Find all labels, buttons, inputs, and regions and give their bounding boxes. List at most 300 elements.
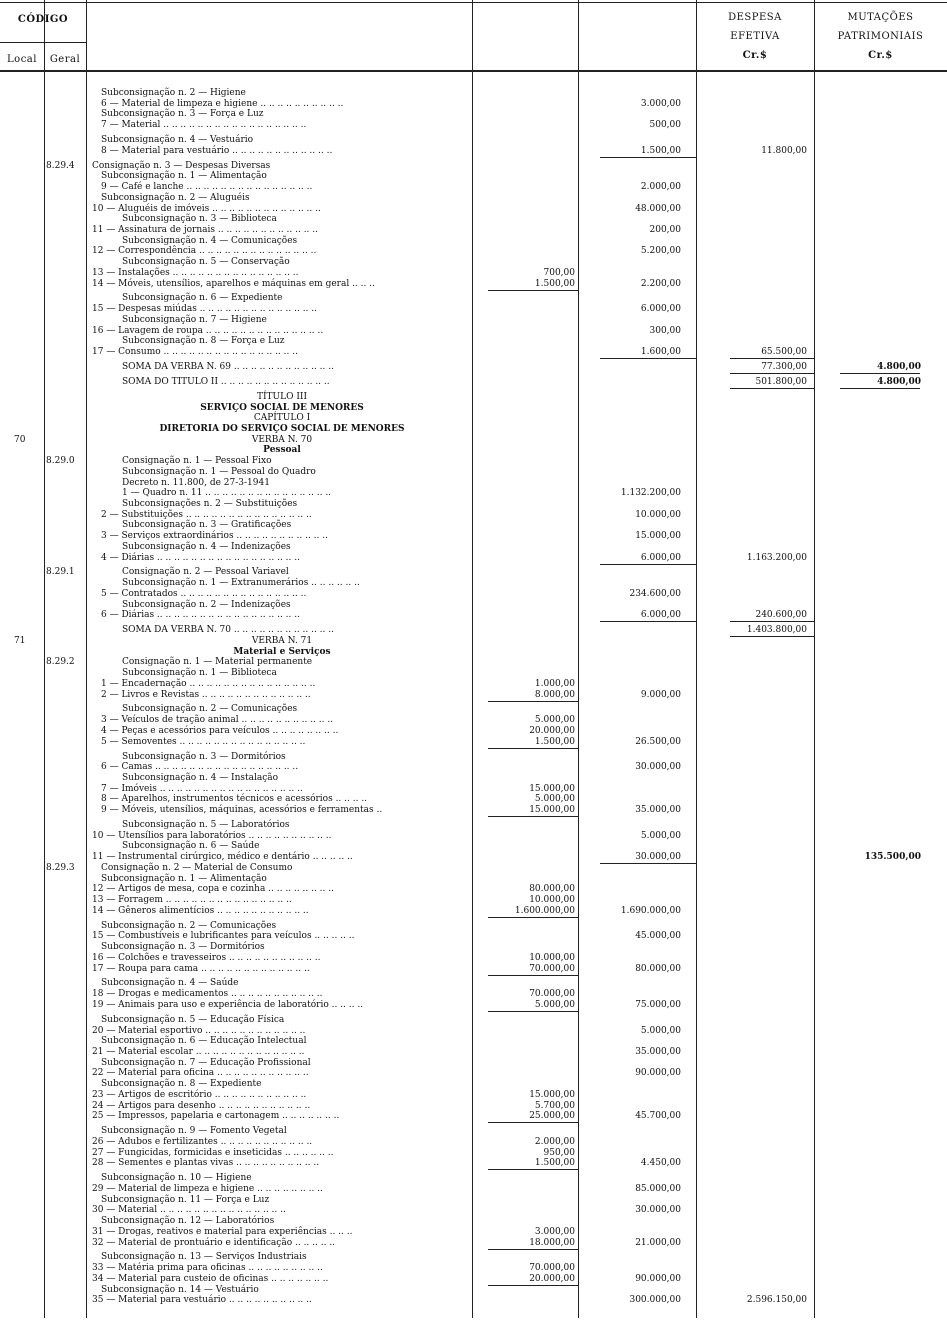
item-description: Subconsignação n. 6 — Expediente [122, 293, 283, 303]
amount-subtotal: 21.000,00 [635, 1238, 681, 1248]
header-codigo: CÓDIGO [17, 14, 69, 25]
despesa-efetiva-value: 77.300,00 [761, 362, 807, 372]
item-description: 7 — Imóveis .. .. .. .. .. .. .. .. .. .. .. .. .. .. .. .. .. [101, 784, 303, 794]
amount-subtotal: 75.000,00 [635, 1000, 681, 1010]
ledger-row [0, 225, 947, 236]
ledger-row [0, 567, 947, 578]
item-description: TÍTULO III [256, 392, 308, 402]
amount-subtotal: 10.000,00 [635, 510, 681, 520]
item-description: VERBA N. 70 [251, 435, 313, 445]
ledger-row [0, 884, 947, 895]
ledger-row [0, 1126, 947, 1137]
item-description: Subconsignação n. 1 — Alimentação [101, 171, 267, 181]
ledger-row [0, 690, 947, 701]
despesa-efetiva-value: 2.596.150,00 [746, 1295, 807, 1305]
item-description: 10 — Aluguéis de imóveis .. .. .. .. .. .. .. .. .. .. .. .. .. [92, 204, 321, 214]
amount-subtotal: 2.000,00 [640, 182, 681, 192]
despesa-efetiva-value: 240.600,00 [755, 610, 807, 620]
amount-subtotal: 300.000,00 [629, 1295, 681, 1305]
amount-subtotal: 234.600,00 [629, 589, 681, 599]
ledger-row [0, 424, 947, 435]
item-description: 23 — Artigos de escritório .. .. .. .. .. .. .. .. .. .. .. [92, 1090, 307, 1100]
ledger-row [0, 1000, 947, 1011]
item-description: Subconsignação n. 12 — Laboratórios [101, 1216, 275, 1226]
item-description: 14 — Móveis, utensílios, aparelhos e máquinas em geral .. .. .. [92, 279, 375, 289]
ledger-row [0, 1047, 947, 1058]
ledger-row [0, 931, 947, 942]
ledger-row [0, 863, 947, 874]
item-description: Material e Serviços [233, 647, 331, 657]
amount-subtotal: 26.500,00 [635, 737, 681, 747]
ledger-row [0, 392, 947, 403]
amount-detail: 2.000,00 [534, 1137, 575, 1147]
amount-detail: 20.000,00 [529, 726, 575, 736]
item-description: SOMA DA VERBA N. 70 .. .. .. .. .. .. .. .. .. .. .. .. [122, 625, 334, 635]
amount-detail: 3.000,00 [534, 1227, 575, 1237]
ledger-row [0, 895, 947, 906]
item-description: Subconsignação n. 11 — Força e Luz [101, 1195, 270, 1205]
amount-subtotal: 1.132.200,00 [620, 488, 681, 498]
header-bottom-rule [0, 70, 947, 72]
header-mutacoes-1: MUTAÇÕES [847, 12, 914, 23]
ledger-row [0, 1295, 947, 1306]
ledger-row [0, 279, 947, 290]
ledger-row [0, 852, 947, 863]
item-description: 18 — Drogas e medicamentos .. .. .. .. .. .. .. .. .. .. .. [92, 989, 323, 999]
item-description: 22 — Material para oficina .. .. .. .. .. .. .. .. .. .. .. [92, 1068, 309, 1078]
amount-detail: 700,00 [543, 268, 575, 278]
item-description: Subconsignação n. 4 — Vestuário [101, 135, 254, 145]
ledger-row [0, 726, 947, 737]
item-description: 13 — Forragem .. .. .. .. .. .. .. .. .. .. .. .. .. .. .. [92, 895, 292, 905]
item-description: Subconsignação n. 4 — Saúde [101, 978, 239, 988]
item-description: 8 — Aparelhos, instrumentos técnicos e acessórios .. .. .. .. [101, 794, 368, 804]
amount-subtotal: 35.000,00 [635, 805, 681, 815]
item-description: Subconsignação n. 1 — Extranumerários .. .. .. .. .. .. [122, 578, 360, 588]
item-description: 2 — Substituições .. .. .. .. .. .. .. .. .. .. .. .. .. .. .. [101, 510, 312, 520]
item-description: 12 — Artigos de mesa, copa e cozinha .. .. .. .. .. .. .. .. [92, 884, 334, 894]
ledger-row [0, 293, 947, 304]
item-description: 9 — Móveis, utensílios, máquinas, acessórios e ferramentas .. [101, 805, 383, 815]
amount-detail: 1.500,00 [534, 737, 575, 747]
item-description: Subconsignação n. 3 — Dormitórios [101, 942, 265, 952]
item-description: 28 — Sementes e plantas vivas .. .. .. .. .. .. .. .. .. .. [92, 1158, 320, 1168]
amount-detail: 1.000,00 [534, 679, 575, 689]
amount-detail: 18.000,00 [529, 1238, 575, 1248]
item-description: Subconsignação n. 7 — Educação Profissional [101, 1058, 311, 1068]
ledger-row [0, 794, 947, 805]
amount-detail: 15.000,00 [529, 805, 575, 815]
header-despesa-unit: Cr.$ [742, 50, 768, 61]
item-description: Subconsignação n. 6 — Educação Intelectual [101, 1036, 307, 1046]
item-description: Consignação n. 2 — Material de Consumo [101, 863, 293, 873]
ledger-row [0, 377, 947, 388]
ledger-row [0, 1015, 947, 1026]
item-description: 16 — Lavagem de roupa .. .. .. .. .. .. .. .. .. .. .. .. .. .. [92, 326, 324, 336]
ledger-row [0, 488, 947, 499]
despesa-efetiva-value: 11.800,00 [761, 146, 807, 156]
amount-detail: 15.000,00 [529, 784, 575, 794]
ledger-row [0, 1079, 947, 1090]
ledger-row [0, 610, 947, 621]
ledger-row [0, 1068, 947, 1079]
sum-rule [730, 388, 814, 389]
item-description: 11 — Instrumental cirúrgico, médico e dentário .. .. .. .. .. [92, 852, 353, 862]
item-description: Consignação n. 2 — Pessoal Variavel [122, 567, 289, 577]
ledger-row [0, 841, 947, 852]
item-description: 10 — Utensílios para laboratórios .. .. .. .. .. .. .. .. .. .. [92, 831, 332, 841]
amount-subtotal: 500,00 [649, 120, 681, 130]
mutacoes-value: 4.800,00 [877, 377, 921, 387]
ledger-row [0, 704, 947, 715]
item-description: Consignação n. 1 — Material permanente [122, 657, 313, 667]
item-description: 6 — Material de limpeza e higiene .. .. .. .. .. .. .. .. .. .. [101, 99, 344, 109]
sum-rule [840, 388, 920, 389]
sum-rule [488, 975, 578, 976]
amount-subtotal: 9.000,00 [640, 690, 681, 700]
ledger-row [0, 964, 947, 975]
ledger-row [0, 315, 947, 326]
ledger-row [0, 773, 947, 784]
ledger-row [0, 978, 947, 989]
amount-detail: 70.000,00 [529, 1263, 575, 1273]
ledger-row [0, 989, 947, 1000]
item-description: Pessoal [263, 445, 301, 455]
item-description: 4 — Diárias .. .. .. .. .. .. .. .. .. .. .. .. .. .. .. .. .. [101, 553, 300, 563]
item-description: SERVIÇO SOCIAL DE MENORES [200, 403, 364, 413]
ledger-row [0, 193, 947, 204]
sum-rule [488, 917, 578, 918]
item-description: Subconsignação n. 3 — Dormitórios [122, 752, 286, 762]
despesa-efetiva-value: 1.403.800,00 [746, 625, 807, 635]
item-description: 5 — Semoventes .. .. .. .. .. .. .. .. .. .. .. .. .. .. .. [101, 737, 306, 747]
ledger-row [0, 553, 947, 564]
ledger-row [0, 953, 947, 964]
amount-subtotal: 48.000,00 [635, 204, 681, 214]
ledger-row [0, 805, 947, 816]
sum-rule [488, 748, 578, 749]
item-description: VERBA N. 71 [251, 636, 313, 646]
item-description: Subconsignação n. 5 — Laboratórios [122, 820, 290, 830]
item-description: 30 — Material .. .. .. .. .. .. .. .. .. .. .. .. .. .. .. [92, 1205, 286, 1215]
item-description: 4 — Peças e acessórios para veículos .. .. .. .. .. .. .. .. [101, 726, 339, 736]
item-description: 34 — Material para custeio de oficinas .. .. .. .. .. .. .. [92, 1274, 329, 1284]
item-description: Subconsignação n. 5 — Educação Física [101, 1015, 285, 1025]
item-description: 16 — Colchões e travesseiros .. .. .. .. .. .. .. .. .. .. .. [92, 953, 321, 963]
sum-rule [488, 1011, 578, 1012]
despesa-efetiva-value: 1.163.200,00 [746, 553, 807, 563]
ledger-row [0, 737, 947, 748]
ledger-row [0, 906, 947, 917]
amount-subtotal: 3.000,00 [640, 99, 681, 109]
header-top-rule [0, 2, 947, 3]
amount-subtotal: 1.500,00 [640, 146, 681, 156]
item-description: 25 — Impressos, papelaria e cartonagem .. .. .. .. .. .. .. [92, 1111, 340, 1121]
item-description: 8 — Material para vestuário .. .. .. .. .. .. .. .. .. .. .. .. [101, 146, 333, 156]
item-description: Subconsignação n. 2 — Indenizações [122, 600, 291, 610]
ledger-row [0, 1184, 947, 1195]
ledger-row [0, 120, 947, 131]
amount-subtotal: 1.690.000,00 [620, 906, 681, 916]
item-description: 5 — Contratados .. .. .. .. .. .. .. .. .. .. .. .. .. .. .. [101, 589, 307, 599]
item-description: 27 — Fungicidas, formicidas e inseticidas .. .. .. .. .. .. [92, 1148, 334, 1158]
item-description: Subconsignação n. 4 — Indenizações [122, 542, 291, 552]
item-description: 31 — Drogas, reativos e material para experiências .. .. .. [92, 1227, 353, 1237]
item-description: SOMA DO TITULO II .. .. .. .. .. .. .. .. .. .. .. .. .. [122, 377, 330, 387]
sum-rule [600, 564, 696, 565]
amount-detail: 25.000,00 [529, 1111, 575, 1121]
ledger-row [0, 1111, 947, 1122]
ledger-row [0, 942, 947, 953]
header-mutacoes-unit: Cr.$ [868, 50, 893, 61]
sum-rule [488, 816, 578, 817]
item-description: Subconsignação n. 4 — Comunicações [122, 236, 298, 246]
item-description: 24 — Artigos para desenho .. .. .. .. .. .. .. .. .. .. .. [92, 1101, 311, 1111]
ledger-row [0, 715, 947, 726]
header-local: Local [7, 54, 37, 65]
item-description: 9 — Café e lanche .. .. .. .. .. .. .. .. .. .. .. .. .. .. .. [101, 182, 313, 192]
amount-detail: 950,00 [543, 1148, 575, 1158]
item-description: 2 — Livros e Revistas .. .. .. .. .. .. .. .. .. .. .. .. .. [101, 690, 311, 700]
item-description: CAPÍTULO I [253, 413, 311, 423]
sum-rule [600, 157, 696, 158]
ledger-row [0, 109, 947, 120]
amount-subtotal: 200,00 [649, 225, 681, 235]
ledger-row [0, 171, 947, 182]
ledger-row [0, 636, 947, 647]
item-description: 17 — Consumo .. .. .. .. .. .. .. .. .. .. .. .. .. .. .. .. [92, 347, 298, 357]
item-description: Consignação n. 3 — Despesas Diversas [92, 161, 271, 171]
amount-detail: 10.000,00 [529, 895, 575, 905]
item-description: 21 — Material escolar .. .. .. .. .. .. .. .. .. .. .. .. .. [92, 1047, 305, 1057]
amount-subtotal: 45.000,00 [635, 931, 681, 941]
item-description: Subconsignação n. 1 — Biblioteca [122, 668, 277, 678]
ledger-row [0, 531, 947, 542]
amount-subtotal: 5.000,00 [640, 831, 681, 841]
item-description: Subconsignação n. 2 — Comunicações [101, 921, 277, 931]
amount-subtotal: 300,00 [649, 326, 681, 336]
sum-rule [488, 1249, 578, 1250]
ledger-row [0, 499, 947, 510]
sum-rule [600, 358, 696, 359]
item-description: 19 — Animais para uso e experiência de laboratório .. .. .. .. [92, 1000, 364, 1010]
amount-subtotal: 6.000,00 [640, 304, 681, 314]
ledger-row [0, 1252, 947, 1263]
ledger-row [0, 304, 947, 315]
ledger-row [0, 268, 947, 279]
item-description: 15 — Despesas miúdas .. .. .. .. .. .. .. .. .. .. .. .. .. .. [92, 304, 317, 314]
item-description: SOMA DA VERBA N. 69 .. .. .. .. .. .. .. .. .. .. .. .. [122, 362, 334, 372]
item-description: Subconsignação n. 5 — Conservação [122, 257, 290, 267]
amount-subtotal: 80.000,00 [635, 964, 681, 974]
amount-detail: 20.000,00 [529, 1274, 575, 1284]
item-description: Subconsignação n. 9 — Fomento Vegetal [101, 1126, 287, 1136]
item-description: 3 — Serviços extraordinários .. .. .. .. .. .. .. .. .. .. .. [101, 531, 328, 541]
item-description: Subconsignação n. 3 — Força e Luz [101, 109, 264, 119]
code-geral: 8.29.0 [46, 456, 75, 466]
item-description: Subconsignação n. 2 — Aluguéis [101, 193, 250, 203]
amount-subtotal: 35.000,00 [635, 1047, 681, 1057]
mutacoes-value: 135.500,00 [864, 852, 921, 862]
verba-number: 71 [14, 636, 26, 646]
amount-subtotal: 4.450,00 [640, 1158, 681, 1168]
item-description: 11 — Assinatura de jornais .. .. .. .. .. .. .. .. .. .. .. .. [92, 225, 319, 235]
item-description: 35 — Material para vestuário .. .. .. .. .. .. .. .. .. .. [92, 1295, 312, 1305]
ledger-row [0, 88, 947, 99]
item-description: Subconsignação n. 1 — Pessoal do Quadro [122, 467, 316, 477]
ledger-row [0, 182, 947, 193]
ledger-row [0, 1173, 947, 1184]
item-description: 6 — Diárias .. .. .. .. .. .. .. .. .. .. .. .. .. .. .. .. .. [101, 610, 300, 620]
code-geral: 8.29.3 [46, 863, 75, 873]
mutacoes-value: 4.800,00 [877, 362, 921, 372]
item-description: Subconsignações n. 2 — Substituições [122, 499, 298, 509]
ledger-row [0, 625, 947, 636]
amount-detail: 1.500,00 [534, 279, 575, 289]
amount-subtotal: 6.000,00 [640, 553, 681, 563]
amount-detail: 5.000,00 [534, 1000, 575, 1010]
despesa-efetiva-value: 65.500,00 [761, 347, 807, 357]
item-description: Subconsignação n. 13 — Serviços Industriais [101, 1252, 307, 1262]
amount-subtotal: 30.000,00 [635, 852, 681, 862]
item-description: 13 — Instalações .. .. .. .. .. .. .. .. .. .. .. .. .. .. .. [92, 268, 299, 278]
ledger-row [0, 456, 947, 467]
header-despesa-1: DESPESA [728, 12, 782, 23]
amount-subtotal: 85.000,00 [635, 1184, 681, 1194]
verba-number: 70 [14, 435, 26, 445]
item-description: 3 — Veículos de tração animal .. .. .. .. .. .. .. .. .. .. .. [101, 715, 334, 725]
ledger-row [0, 820, 947, 831]
amount-detail: 5.000,00 [534, 715, 575, 725]
item-description: 15 — Combustíveis e lubrificantes para veículos .. .. .. .. .. [92, 931, 355, 941]
ledger-row [0, 336, 947, 347]
ledger-row [0, 1263, 947, 1274]
item-description: Subconsignação n. 14 — Vestuário [101, 1285, 259, 1295]
ledger-row [0, 1137, 947, 1148]
sum-rule [488, 290, 578, 291]
header-despesa-2: EFETIVA [730, 31, 780, 42]
amount-subtotal: 6.000,00 [640, 610, 681, 620]
ledger-row [0, 1274, 947, 1285]
amount-detail: 5.000,00 [534, 794, 575, 804]
amount-subtotal: 5.200,00 [640, 246, 681, 256]
ledger-row [0, 413, 947, 424]
amount-subtotal: 1.600,00 [640, 347, 681, 357]
item-description: Consignação n. 1 — Pessoal Fixo [122, 456, 272, 466]
amount-subtotal: 15.000,00 [635, 531, 681, 541]
ledger-row [0, 1205, 947, 1216]
item-description: 32 — Material de prontuário e identificação .. .. .. .. .. [92, 1238, 336, 1248]
item-description: Subconsignação n. 3 — Biblioteca [122, 214, 277, 224]
amount-subtotal: 30.000,00 [635, 762, 681, 772]
amount-detail: 15.000,00 [529, 1090, 575, 1100]
amount-detail: 10.000,00 [529, 953, 575, 963]
item-description: Subconsignação n. 6 — Saúde [122, 841, 260, 851]
sum-rule [730, 621, 814, 622]
amount-detail: 80.000,00 [529, 884, 575, 894]
item-description: Decreto n. 11.800, de 27-3-1941 [122, 478, 270, 488]
item-description: Subconsignação n. 4 — Instalação [122, 773, 279, 783]
sum-rule [840, 373, 920, 374]
item-description: 26 — Adubos e fertilizantes .. .. .. .. .. .. .. .. .. .. .. [92, 1137, 313, 1147]
amount-subtotal: 30.000,00 [635, 1205, 681, 1215]
item-description: 33 — Matéria prima para oficinas .. .. .. .. .. .. .. .. .. [92, 1263, 323, 1273]
item-description: 1 — Encadernação .. .. .. .. .. .. .. .. .. .. .. .. .. .. .. [101, 679, 316, 689]
amount-detail: 70.000,00 [529, 989, 575, 999]
amount-detail: 1.600.000,00 [514, 906, 575, 916]
ledger-row [0, 578, 947, 589]
ledger-row [0, 589, 947, 600]
item-description: 20 — Material esportivo .. .. .. .. .. .. .. .. .. .. .. .. [92, 1026, 306, 1036]
ledger-row [0, 679, 947, 690]
sum-rule [488, 1169, 578, 1170]
item-description: 6 — Camas .. .. .. .. .. .. .. .. .. .. .. .. .. .. .. .. .. [101, 762, 299, 772]
ledger-row [0, 1216, 947, 1227]
amount-subtotal: 90.000,00 [635, 1068, 681, 1078]
sum-rule [730, 373, 814, 374]
ledger-row [0, 762, 947, 773]
header-geral: Geral [49, 54, 81, 65]
amount-subtotal: 90.000,00 [635, 1274, 681, 1284]
sum-rule [488, 701, 578, 702]
ledger-row [0, 347, 947, 358]
ledger-row [0, 214, 947, 225]
amount-detail: 5.700,00 [534, 1101, 575, 1111]
item-description: Subconsignação n. 8 — Expediente [101, 1079, 262, 1089]
ledger-row [0, 362, 947, 373]
amount-detail: 1.500,00 [534, 1158, 575, 1168]
item-description: Subconsignação n. 1 — Alimentação [101, 874, 267, 884]
item-description: 12 — Correspondência .. .. .. .. .. .. .. .. .. .. .. .. .. .. [92, 246, 317, 256]
ledger-row [0, 257, 947, 268]
ledger-row [0, 1090, 947, 1101]
code-geral: 8.29.4 [46, 161, 75, 171]
amount-detail: 70.000,00 [529, 964, 575, 974]
item-description: 7 — Material .. .. .. .. .. .. .. .. .. .. .. .. .. .. .. .. .. [101, 120, 307, 130]
item-description: Subconsignação n. 7 — Higiene [122, 315, 267, 325]
item-description: 14 — Gêneros alimentícios .. .. .. .. .. .. .. .. .. .. .. [92, 906, 309, 916]
ledger-row [0, 467, 947, 478]
item-description: 29 — Material de limpeza e higiene .. .. .. .. .. .. .. .. [92, 1184, 323, 1194]
ledger-row [0, 668, 947, 679]
ledger-row [0, 657, 947, 668]
ledger-row [0, 1227, 947, 1238]
ledger-row [0, 135, 947, 146]
ledger-row [0, 146, 947, 157]
sum-rule [488, 1122, 578, 1123]
ledger-row [0, 1238, 947, 1249]
ledger-row [0, 1036, 947, 1047]
ledger-row [0, 542, 947, 553]
amount-subtotal: 2.200,00 [640, 279, 681, 289]
item-description: Subconsignação n. 2 — Comunicações [122, 704, 298, 714]
amount-subtotal: 45.700,00 [635, 1111, 681, 1121]
item-description: Subconsignação n. 2 — Higiene [101, 88, 246, 98]
amount-detail: 8.000,00 [534, 690, 575, 700]
code-geral: 8.29.1 [46, 567, 75, 577]
item-description: Subconsignação n. 10 — Higiene [101, 1173, 252, 1183]
despesa-efetiva-value: 501.800,00 [755, 377, 807, 387]
ledger-row [0, 445, 947, 456]
ledger-row [0, 246, 947, 257]
sum-rule [600, 621, 696, 622]
amount-subtotal: 5.000,00 [640, 1026, 681, 1036]
item-description: 17 — Roupa para cama .. .. .. .. .. .. .. .. .. .. .. .. .. [92, 964, 310, 974]
sum-rule [730, 358, 814, 359]
header-mutacoes-2: PATRIMONIAIS [837, 31, 924, 42]
item-description: 1 — Quadro n. 11 .. .. .. .. .. .. .. .. .. .. .. .. .. .. .. [122, 488, 332, 498]
ledger-row [0, 1158, 947, 1169]
